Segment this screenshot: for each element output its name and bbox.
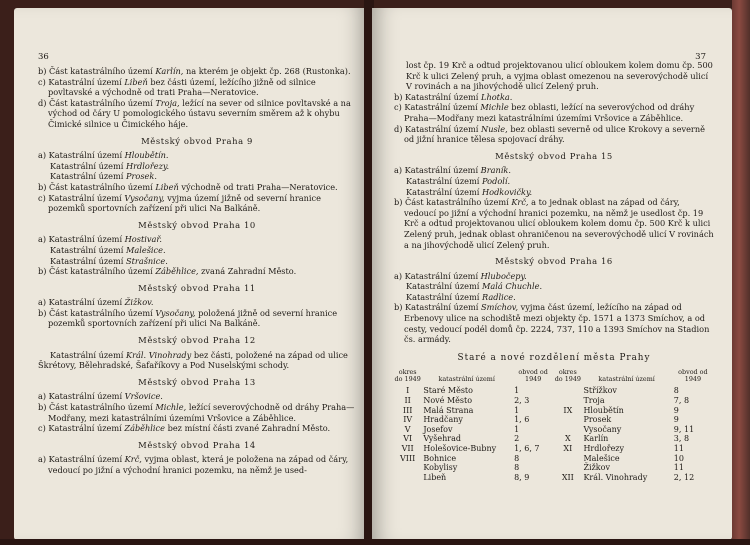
text-span: bez oblasti, ležící na severovýchod od dráhy Praha—Modřany mezi katastrálními územími Vršovice a Záběhlice.: [404, 102, 695, 123]
table-row: [394, 406, 714, 416]
text-span: d) Katastrální území: [394, 123, 482, 134]
text-line: [394, 165, 714, 176]
em-term: Nusle,: [481, 123, 508, 134]
em-term: Záběhlice,: [155, 266, 199, 277]
table-cell: 9: [673, 415, 679, 425]
table-cell: I: [406, 386, 410, 396]
section-heading: Městský obvod Praha 10: [138, 219, 256, 230]
right-page: [372, 8, 732, 540]
text-line: [38, 193, 356, 214]
table-cell: 10: [673, 453, 684, 463]
text-line: [38, 391, 356, 402]
text-line: [38, 402, 356, 423]
text-span: Katastrální území: [50, 160, 126, 171]
em-term: Krč,: [124, 454, 142, 465]
em-term: Troja,: [155, 97, 180, 108]
em-term: Karlín,: [155, 66, 184, 76]
text-span: a) Katastrální území: [38, 150, 125, 161]
text-span: bez místní části zvané Zahradní Město.: [164, 423, 331, 434]
table-header: katastrální území: [598, 375, 655, 384]
table-cell: Hrdlořezy: [583, 444, 625, 453]
em-term: Hrdlořezy.: [126, 160, 170, 171]
em-term: Podolí.: [482, 175, 511, 186]
text-line: [38, 150, 356, 161]
text-line: [38, 350, 356, 371]
table-cell: [554, 425, 581, 435]
table-cell: Kobylisy: [423, 463, 458, 473]
table-cell: Hradčany: [423, 415, 463, 425]
table-row: [394, 463, 714, 473]
em-term: Strašnice.: [126, 255, 168, 266]
table-row: [394, 415, 714, 425]
text-line: [394, 302, 714, 344]
em-term: Hodkovičky.: [482, 186, 533, 197]
table-cell: Vysočany: [583, 424, 622, 434]
text-span: a) Katastrální území: [38, 297, 125, 308]
table-cell: IV: [403, 415, 413, 425]
text-line: [38, 297, 356, 308]
table-header: obvod od 1949: [678, 368, 708, 384]
text-span: bez části území, ležícího jižně od silnice povltavské a východně od trati Praha—Neratovice.: [48, 76, 316, 98]
text-line: [38, 234, 356, 245]
em-term: Žižkov.: [124, 297, 154, 308]
table-cell: XI: [563, 444, 573, 453]
section-heading: Městský obvod Praha 15: [495, 150, 613, 161]
text-line: [38, 182, 356, 193]
text-span: b) Část katastrálního území: [394, 197, 512, 208]
text-span: b) Část katastrálního území: [38, 181, 156, 192]
table-cell: Žižkov: [583, 463, 610, 473]
em-term: Záběhlice: [124, 423, 165, 434]
table-row: [394, 434, 714, 444]
table-row: [394, 425, 714, 435]
text-span: zvaná Zahradní Město.: [198, 266, 297, 277]
table-cell: 1, 6, 7: [514, 444, 540, 453]
text-line: [38, 66, 356, 77]
text-span: Katastrální území: [406, 186, 482, 197]
table-cell: 8: [514, 463, 520, 473]
text-line: [394, 271, 714, 282]
table-cell: 8: [514, 453, 520, 463]
text-line: [38, 77, 356, 98]
section-heading: Městský obvod Praha 9: [141, 135, 253, 146]
text-span: položená jižně od severní hranice pozemků sportovních zařízení při ulici Na Balkáně.: [48, 307, 338, 329]
left-page-text: [38, 66, 356, 476]
right-page-text: [394, 60, 714, 482]
text-span: východně od trati Praha—Neratovice.: [178, 181, 338, 192]
text-span: c) Katastrální území: [394, 102, 481, 113]
table-cell: 1: [514, 424, 520, 434]
text-line: [394, 176, 714, 187]
text-line: [394, 102, 714, 123]
table-cell: VI: [403, 434, 413, 444]
text-line: [38, 423, 356, 434]
table-cell: [554, 396, 581, 406]
table-cell: VIII: [400, 453, 416, 463]
section-heading: Městský obvod Praha 12: [138, 335, 256, 346]
table-cell: [554, 463, 581, 473]
table-cell: Hloubětín: [583, 405, 624, 415]
em-term: Braník.: [480, 165, 511, 176]
table-cell: X: [564, 434, 571, 444]
left-page: [14, 8, 366, 540]
text-span: b) Část katastrálního území: [38, 66, 156, 76]
table-cell: Střížkov: [583, 386, 617, 396]
table-cell: [554, 454, 581, 464]
text-span: lost čp. 19 Krč a odtud projektovanou ulicí obloukem kolem domu čp. 500 Krč k ulici Zelený pruh, a vyjma oblast omezenou na severovýchodě ulicí V rovinách a na jihovýchodě ulicí Zelený pruh.: [406, 60, 713, 92]
table-cell: Libeň: [423, 472, 447, 482]
em-term: Prosek.: [126, 171, 157, 182]
text-line: [394, 187, 714, 198]
table-cell: 8, 9: [514, 472, 530, 482]
table-cell: 3, 8: [673, 434, 690, 444]
text-line: [38, 161, 356, 172]
text-line: [38, 245, 356, 256]
text-line: [38, 98, 356, 130]
text-span: Katastrální území: [50, 244, 126, 255]
text-span: b) Část katastrálního území: [38, 266, 156, 277]
table-cell: Nové Město: [423, 396, 473, 406]
text-line: [394, 197, 714, 250]
em-term: Krč,: [511, 197, 529, 208]
text-span: a) Katastrální území: [38, 454, 125, 465]
table-cell: Staré Město: [423, 386, 473, 396]
text-span: b) Část katastrálního území: [38, 402, 156, 413]
em-term: Michle: [480, 102, 509, 113]
em-term: Malá Chuchle.: [482, 281, 543, 292]
text-span: a) Katastrální území: [394, 165, 481, 176]
text-span: vyjma oblast, která je položena na západ od čáry, vedoucí po jižní a východní hranici pozemku, na němž je used-: [48, 454, 349, 475]
table-cell: Malešice: [583, 453, 620, 463]
em-term: Vršovice.: [124, 391, 163, 402]
text-line: [394, 92, 714, 103]
em-term: Hloubětín.: [124, 150, 169, 161]
table-header: okres do 1949: [554, 368, 581, 384]
table-cell: VII: [401, 444, 414, 453]
section-heading: Městský obvod Praha 11: [138, 282, 256, 293]
text-span: Katastrální území: [50, 171, 126, 182]
page-number: 37: [695, 52, 706, 62]
text-line: [38, 308, 356, 329]
table-cell: Josefov: [423, 424, 453, 434]
table-cell: Vyšehrad: [423, 434, 462, 444]
table-cell: Prosek: [583, 415, 612, 425]
text-line: [394, 60, 714, 92]
text-span: b) Část katastrálního území: [38, 307, 156, 318]
table-cell: 1: [514, 405, 520, 415]
em-term: Vysočany,: [155, 307, 196, 318]
section-heading: Městský obvod Praha 13: [138, 376, 256, 387]
em-term: Michle,: [155, 402, 187, 413]
em-term: Malešice.: [126, 244, 166, 255]
table-cell: IX: [563, 405, 573, 415]
text-span: a) Katastrální území: [394, 270, 481, 281]
table-header: obvod od 1949: [518, 368, 548, 384]
table-row: [394, 444, 714, 454]
table-cell: [394, 473, 421, 483]
table-row: [394, 473, 714, 483]
page-number: 36: [38, 52, 49, 62]
table-cell: 8: [673, 386, 679, 396]
table-row: [394, 396, 714, 406]
em-term: Král. Vinohrady: [126, 349, 192, 360]
table-cell: 7, 8: [673, 396, 690, 406]
text-line: [38, 171, 356, 182]
table-cell: 11: [673, 463, 684, 473]
section-heading: Městský obvod Praha 14: [138, 439, 256, 450]
table-cell: II: [404, 396, 411, 406]
text-span: c) Katastrální území: [38, 423, 125, 434]
table-cell: V: [404, 424, 411, 434]
table-cell: 11: [673, 444, 684, 453]
table-row: [394, 386, 714, 396]
text-span: d) Část katastrálního území: [38, 97, 156, 108]
table-cell: 2, 3: [514, 396, 530, 406]
table-cell: 1: [514, 386, 520, 396]
table-header-row: [394, 369, 714, 386]
text-span: vyjma část území, ležícího na západ od Erbenovy ulice na schodiště mezi objekty čp. 1571 a 1373 Smíchov, a od cesty, vedoucí podél domů čp. 2224, 737, 110 a 1393 Smíchov na Stadion čs. armády.: [404, 302, 710, 345]
text-span: bez části, položené na západ od ulice Škrétovy, Bělehradské, Šafaříkovy a Pod Nuselskými schody.: [38, 349, 348, 371]
text-span: Katastrální území: [50, 255, 126, 266]
em-term: Smíchov,: [481, 302, 519, 313]
text-span: c) Katastrální území: [38, 76, 125, 87]
table-cell: Karlín: [583, 434, 609, 444]
text-span: a) Katastrální území: [38, 234, 125, 245]
text-span: b) Katastrální území: [394, 302, 482, 313]
table-cell: 9: [673, 405, 679, 415]
text-span: bez oblasti severně od ulice Krokovy a severně od jižní hranice tělesa spojovací dráhy.: [404, 123, 705, 145]
table-cell: [554, 386, 581, 396]
table-row: [394, 454, 714, 464]
text-span: Katastrální území: [50, 349, 126, 360]
table-cell: 1, 6: [514, 415, 530, 425]
text-span: Katastrální území: [406, 175, 482, 186]
table-cell: Malá Strana: [423, 405, 474, 415]
text-line: [394, 292, 714, 303]
text-line: [394, 281, 714, 292]
table-header: katastrální území: [438, 375, 495, 384]
table-cell: [394, 463, 421, 473]
text-span: vyjma území jižně od severní hranice pozemků sportovních zařízení při ulici Na Balkáně.: [48, 192, 321, 214]
district-table: [394, 369, 714, 482]
table-cell: Bohnice: [423, 453, 457, 463]
em-term: Libeň: [124, 76, 148, 87]
table-cell: 2: [514, 434, 520, 444]
table-cell: [554, 415, 581, 425]
table-cell: Troja: [583, 396, 605, 406]
table-cell: 2, 12: [673, 472, 695, 482]
table-title: Staré a nové rozdělení města Prahy: [457, 352, 651, 363]
table-cell: Holešovice-Bubny: [423, 444, 497, 453]
table-cell: Král. Vinohrady: [583, 472, 648, 482]
em-term: Hlubočepy.: [480, 270, 527, 281]
table-cell: III: [402, 405, 413, 415]
text-span: a) Katastrální území: [38, 391, 125, 402]
em-term: Radlice.: [482, 291, 516, 302]
book-bottom-edge: [0, 539, 750, 545]
text-span: Katastrální území: [406, 281, 482, 292]
text-span: c) Katastrální území: [38, 192, 125, 203]
em-term: Libeň: [155, 181, 179, 192]
book-edge: [732, 0, 750, 545]
text-span: ležící severovýchodně od dráhy Praha—Modřany, mezi katastrálními územími Vršovice a Záběhlice.: [48, 402, 355, 423]
text-line: [38, 266, 356, 277]
text-span: ležící na sever od silnice povltavské a na východ od čáry U pomologického ústavu severním směrem až k ohybu Čimické silnice u Čimického háje.: [48, 97, 351, 129]
em-term: Vysočany,: [124, 192, 165, 203]
text-line: [38, 454, 356, 475]
em-term: Hostivař.: [124, 234, 162, 245]
em-term: Lhotka.: [481, 91, 513, 102]
text-span: na kterém je objekt čp. 268 (Rustonka).: [183, 66, 351, 76]
text-span: a to jednak oblast na západ od čáry, vedoucí po jižní a východní hranici pozemku, na němž je usedlost čp. 19 Krč a odtud projektovanou ulicí obloukem kolem domu čp. 500 Krč k ulici Zelený pruh, jednak oblast ohraničenou na severovýchodě ulicí V rovinách a na jihovýchodě ulicí Zelený pruh.: [404, 197, 714, 250]
table-header: okres do 1949: [394, 368, 421, 384]
text-span: Katastrální území: [406, 291, 482, 302]
text-line: [38, 256, 356, 267]
table-cell: XII: [561, 472, 574, 482]
section-heading: Městský obvod Praha 16: [495, 256, 613, 267]
text-line: [394, 124, 714, 145]
text-span: b) Katastrální území: [394, 91, 482, 102]
table-cell: 9, 11: [673, 424, 695, 434]
